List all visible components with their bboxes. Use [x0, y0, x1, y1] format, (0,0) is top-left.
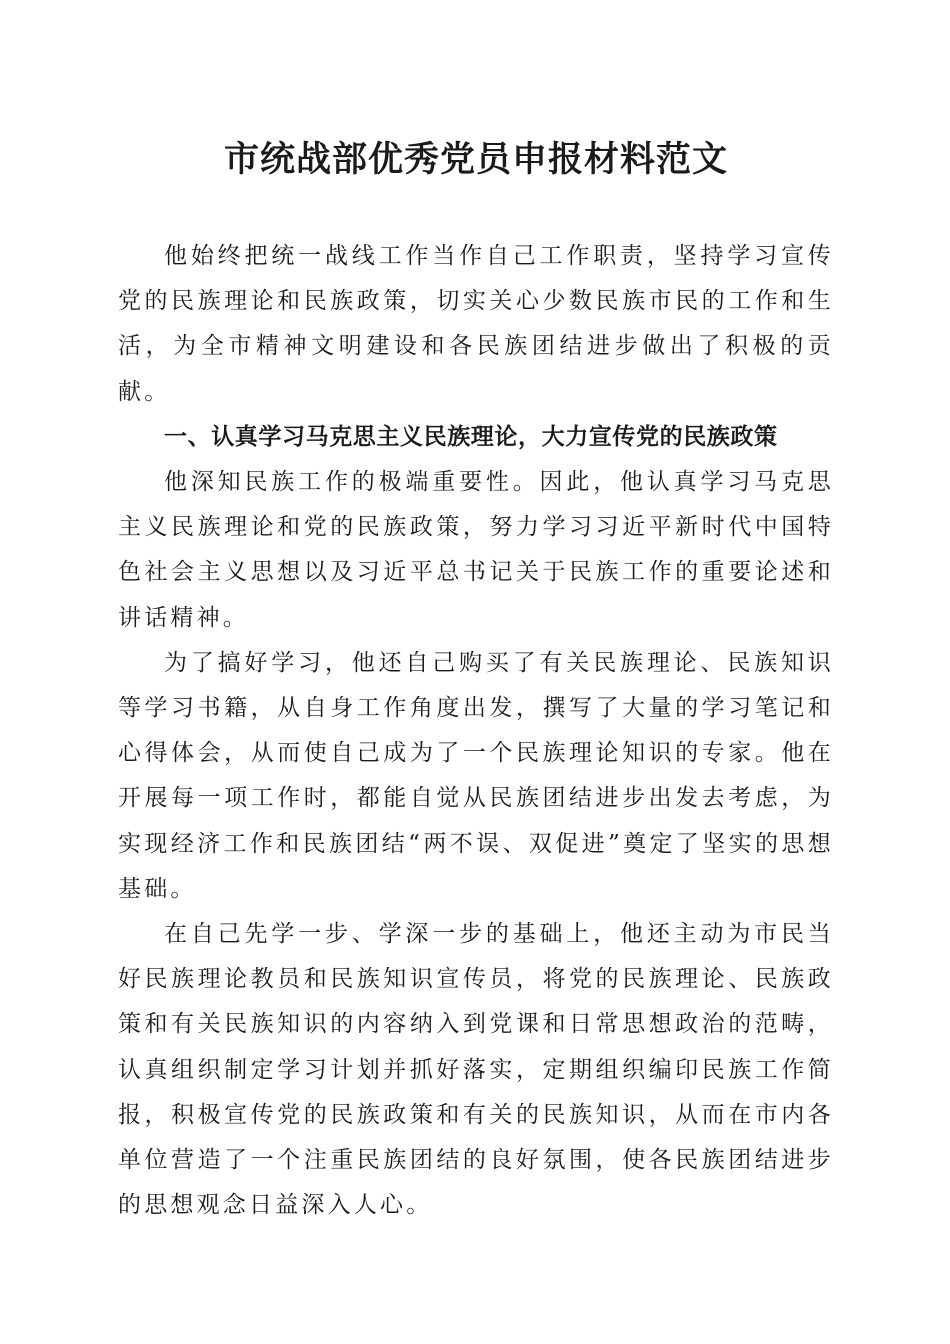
body-paragraph: 在自己先学一步、学深一步的基础上，他还主动为市民当好民族理论教员和民族知识宣传员，将党的民族理论、民族政策和有关民族知识的内容纳入到党课和日常思想政治的范畴，认真组织制定学习计划并抓好落实，定期组织编印民族工作简报，积极宣传党的民族政策和有关的民族知识，从而在市内各单位营造了一个注重民族团结的良好氛围，使各民族团结进步的思想观念日益深入人心。	[118, 921, 834, 1219]
document-body	[118, 234, 834, 1228]
body-paragraph: 为了搞好学习，他还自己购买了有关民族理论、民族知识等学习书籍，从自身工作角度出发，撰写了大量的学习笔记和心得体会，从而使自己成为了一个民族理论知识的专家。他在开展每一项工作时，都能自觉从民族团结进步出发去考虑，为实现经济工作和民族团结“两不误、双促进”奠定了坚实的思想基础。	[118, 649, 834, 902]
body-paragraph: 他深知民族工作的极端重要性。因此，他认真学习马克思主义民族理论和党的民族政策，努力学习习近平新时代中国特色社会主义思想以及习近平总书记关于民族工作的重要论述和讲话精神。	[118, 469, 834, 631]
intro-paragraph: 他始终把统一战线工作当作自己工作职责，坚持学习宣传党的民族理论和民族政策，切实关心少数民族市民的工作和生活，为全市精神文明建设和各民族团结进步做出了积极的贡献。	[118, 243, 834, 405]
document-title: 市统战部优秀党员申报材料范文	[223, 139, 728, 180]
section-heading: 一、认真学习马克思主义民族理论，大力宣传党的民族政策	[164, 423, 778, 450]
